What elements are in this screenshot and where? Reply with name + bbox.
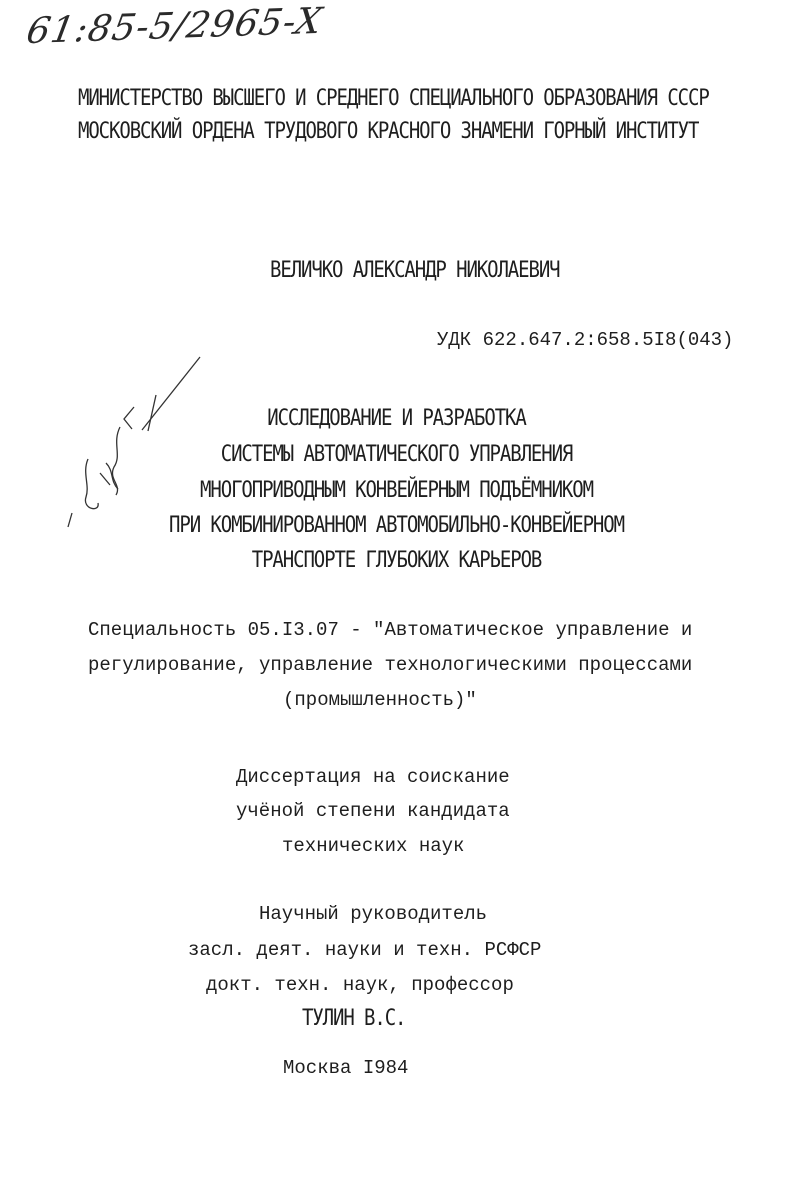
title-line-1: ИССЛЕДОВАНИЕ И РАЗРАБОТКА — [267, 405, 526, 431]
udc-code: УДК 622.647.2:658.5I8(043) — [437, 329, 734, 351]
city-year: Москва I984 — [283, 1057, 409, 1079]
institute-line: МОСКОВСКИЙ ОРДЕНА ТРУДОВОГО КРАСНОГО ЗНАМЕНИ ГОРНЫЙ ИНСТИТУТ — [78, 118, 699, 144]
title-line-4: ПРИ КОМБИНИРОВАННОМ АВТОМОБИЛЬНО-КОНВЕЙЕРНОМ — [169, 512, 624, 538]
specialty-line-2: регулирование, управление технологическими процессами — [88, 654, 693, 676]
specialty-line-3: (промышленность)" — [283, 689, 477, 711]
degree-line-3: технических наук — [282, 835, 465, 857]
specialty-line-1: Специальность 05.I3.07 - "Автоматическое управление и — [88, 619, 693, 641]
title-line-3: МНОГОПРИВОДНЫМ КОНВЕЙЕРНЫМ ПОДЪЁМНИКОМ — [200, 477, 593, 503]
supervisor-line-3: докт. техн. наук, профессор — [206, 974, 514, 996]
supervisor-line-2: засл. деят. науки и техн. РСФСР — [188, 939, 542, 961]
degree-line-1: Диссертация на соискание — [236, 766, 510, 788]
title-line-2: СИСТЕМЫ АВТОМАТИЧЕСКОГО УПРАВЛЕНИЯ — [220, 441, 573, 467]
ministry-line: МИНИСТЕРСТВО ВЫСШЕГО И СРЕДНЕГО СПЕЦИАЛЬНОГО ОБРАЗОВАНИЯ СССР — [78, 85, 709, 111]
supervisor-name: ТУЛИН В.С. — [302, 1005, 406, 1031]
author-name: ВЕЛИЧКО АЛЕКСАНДР НИКОЛАЕВИЧ — [270, 257, 560, 283]
archive-number-handwritten: 61:85-5/2965-X — [23, 0, 326, 53]
supervisor-line-1: Научный руководитель — [259, 903, 488, 925]
degree-line-2: учёной степени кандидата — [236, 800, 510, 822]
title-line-5: ТРАНСПОРТЕ ГЛУБОКИХ КАРЬЕРОВ — [251, 547, 542, 573]
